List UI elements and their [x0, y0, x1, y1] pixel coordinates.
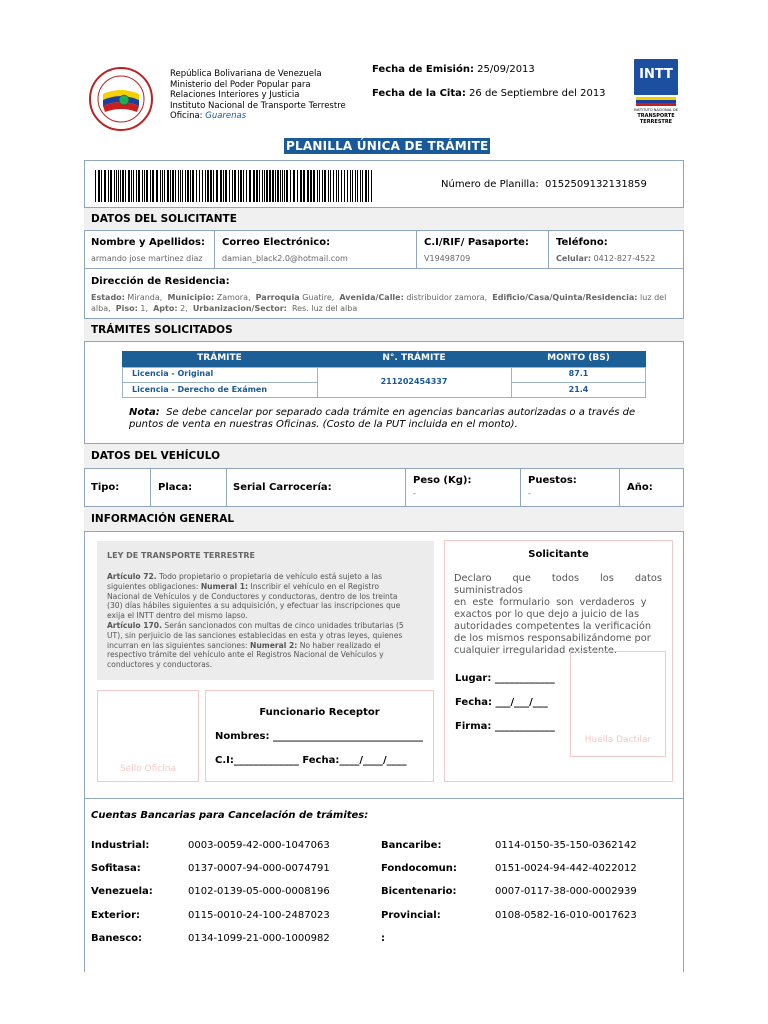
bank-left-account: 0115-0010-24-100-2487023: [188, 909, 330, 921]
oficina-value: Guarenas: [205, 111, 247, 122]
funcionario-nombres: Nombres: ______________________________: [215, 731, 423, 742]
ci-label: C.I/RIF/ Pasaporte:: [424, 237, 529, 248]
serial-label: Serial Carrocería:: [233, 482, 332, 493]
celular-value: 0412-827-4522: [593, 254, 656, 263]
direccion-line-2: alba, Piso: 1, Apto: 2, Urbanizacion/Sector: Res. luz del alba: [91, 304, 358, 313]
page-title: PLANILLA ÚNICA DE TRÁMITE: [286, 139, 489, 153]
cita-label: Fecha de la Cita:: [372, 88, 466, 99]
bank-left-account: 0003-0059-42-000-1047063: [188, 840, 330, 851]
intt-logo: [632, 59, 680, 131]
declaro-text: Declaro que todos los datos suministrados en este formulario son verdaderos y exactos por lo que dejo a juicio de las autoridades competentes la verificación de los mismos responsabilizándome por cualquier irregularidad existente.: [454, 573, 662, 656]
telefono-label: Teléfono:: [556, 237, 608, 248]
peso-value: -: [413, 489, 416, 498]
header-line-relaciones: Relaciones Interiores y Justicia: [170, 90, 300, 101]
intt-sub3: TERRESTRE: [639, 119, 673, 125]
tramite-row-1-monto: 87.1: [568, 369, 589, 378]
ci-value: V19498709: [424, 254, 471, 263]
bank-left-account: 0102-0139-05-000-0008196: [188, 886, 330, 898]
header-line-republica: República Bolivariana de Venezuela: [170, 69, 322, 79]
anio-label: Año:: [627, 482, 653, 493]
correo-label: Correo Electrónico:: [222, 237, 331, 248]
bank-right-account: 0007-0117-38-000-0002939: [495, 886, 637, 898]
intt-sub2: TRANSPORTE: [637, 113, 675, 119]
header-line-ministerio: Ministerio del Poder Popular para: [170, 79, 311, 90]
ministry-seal: [88, 66, 154, 132]
fecha-field[interactable]: Fecha: ___/___/___: [455, 697, 548, 708]
emision-value: 25/09/2013: [477, 64, 535, 75]
puestos-label: Puestos:: [528, 475, 577, 486]
ley-text: Artículo 72. Todo propietario o propietaria de vehículo está sujeto a las siguientes obligaciones: Numeral 1: Inscribir el vehículo en el Registro Nacional de Vehículos y de Conductores y conductoras, dentro de los treinta (30) días hábiles siguientes a su adquisición, y efectuar las inscripciones que exija el INTT dentro del mismo lapso. Artículo 170. Serán sancionados con multas de cinco unidades tributarias (5 UT), sin perjuicio de las sanciones establecidas en esta y otras leyes, quienes incurran en las siguientes sanciones: Numeral 2: No haber realizado el respectivo trámite del vehículo ante el Registros Nacional de Vehículos y conductores y conductoras.: [107, 572, 404, 670]
solicitante-title: Solicitante: [528, 549, 589, 560]
bancos-title: Cuentas Bancarias para Cancelación de trámites:: [91, 810, 369, 821]
ley-title: LEY DE TRANSPORTE TERRESTRE: [107, 551, 256, 560]
placa-label: Placa:: [158, 482, 193, 493]
barcode: [95, 170, 375, 202]
emision-label: Fecha de Emisión:: [372, 64, 474, 75]
correo-value: damian_black2.0@hotmail.com: [222, 254, 348, 263]
puestos-value: -: [528, 489, 531, 498]
bank-left-name: Exterior:: [91, 909, 141, 921]
tramite-number: 211202454337: [380, 377, 448, 386]
funcionario-ci-fecha: C.I:_____________ Fecha:____/____/____: [215, 755, 407, 766]
bank-left-name: Sofitasa:: [91, 863, 141, 875]
th-monto: MONTO (BS): [547, 353, 610, 363]
bancos-right: [381, 834, 637, 950]
bank-left-name: Banesco:: [91, 932, 143, 944]
sello-label: Sello Oficina: [119, 764, 177, 774]
section-datos-solicitante: DATOS DEL SOLICITANTE: [91, 213, 237, 225]
bank-left-name: Industrial:: [91, 840, 150, 851]
planilla-number: 0152509132131859: [545, 179, 647, 190]
nombre-label: Nombre y Apellidos:: [91, 237, 205, 248]
bancos-left: [91, 834, 330, 950]
th-tramite: TRÁMITE: [197, 353, 242, 363]
cita-value: 26 de Septiembre del 2013: [469, 88, 606, 99]
tipo-label: Tipo:: [91, 482, 120, 493]
huella-label: Huella Dactilar: [584, 735, 652, 745]
th-numero: N°. TRÁMITE: [382, 353, 446, 363]
nota: Nota: Se debe cancelar por separado cada trámite en agencias bancarias autorizadas o a través de puntos de venta en nuestras Oficinas. (Costo de la PUT incluida en el monto).: [129, 407, 636, 430]
intt-logo-text: INTT: [639, 67, 673, 82]
section-info-general: INFORMACIÓN GENERAL: [91, 513, 235, 525]
direccion-line-1: Estado: Miranda, Municipio: Zamora, Parroquia Guatire, Avenida/Calle: distribuidor zamora, Edificio/Casa/Quinta/Residencia: luz del: [91, 293, 667, 302]
tramite-row-1-name: Licencia - Original: [132, 369, 214, 378]
section-vehiculo: DATOS DEL VEHÍCULO: [91, 450, 221, 462]
tramite-row-2-monto: 21.4: [568, 385, 589, 394]
firma-field[interactable]: Firma: ____________: [455, 721, 555, 732]
bank-right-name: Fondocomun:: [381, 863, 457, 875]
bank-left-account: 0137-0007-94-000-0074791: [188, 863, 330, 875]
tramite-row-2-name: Licencia - Derecho de Exámen: [132, 385, 268, 394]
celular-label: Celular:: [556, 254, 592, 263]
bank-right-name: :: [381, 932, 385, 944]
section-tramites: TRÁMITES SOLICITADOS: [91, 324, 233, 336]
lugar-field[interactable]: Lugar: ____________: [455, 673, 555, 684]
bank-left-name: Venezuela:: [91, 886, 153, 898]
planilla-label: Número de Planilla:: [441, 179, 539, 190]
bank-right-account: 0151-0024-94-442-4022012: [495, 863, 637, 875]
tramites-table: [122, 351, 646, 398]
bank-right-name: Bancaribe:: [381, 840, 442, 851]
nombre-value: armando jose martinez diaz: [91, 254, 203, 263]
bank-right-name: Bicentenario:: [381, 886, 457, 898]
bank-right-name: Provincial:: [381, 909, 441, 921]
bank-left-account: 0134-1099-21-000-1000982: [188, 932, 330, 944]
funcionario-title: Funcionario Receptor: [259, 707, 380, 718]
peso-label: Peso (Kg):: [413, 475, 472, 486]
bank-right-account: 0114-0150-35-150-0362142: [495, 840, 637, 851]
oficina-label: Oficina:: [170, 111, 203, 122]
direccion-label: Dirección de Residencia:: [91, 276, 230, 287]
bank-right-account: 0108-0582-16-010-0017623: [495, 909, 637, 921]
header-line-instituto: Instituto Nacional de Transporte Terrestre: [170, 100, 346, 111]
intt-sub1: INSTITUTO NACIONAL DE: [634, 108, 678, 112]
